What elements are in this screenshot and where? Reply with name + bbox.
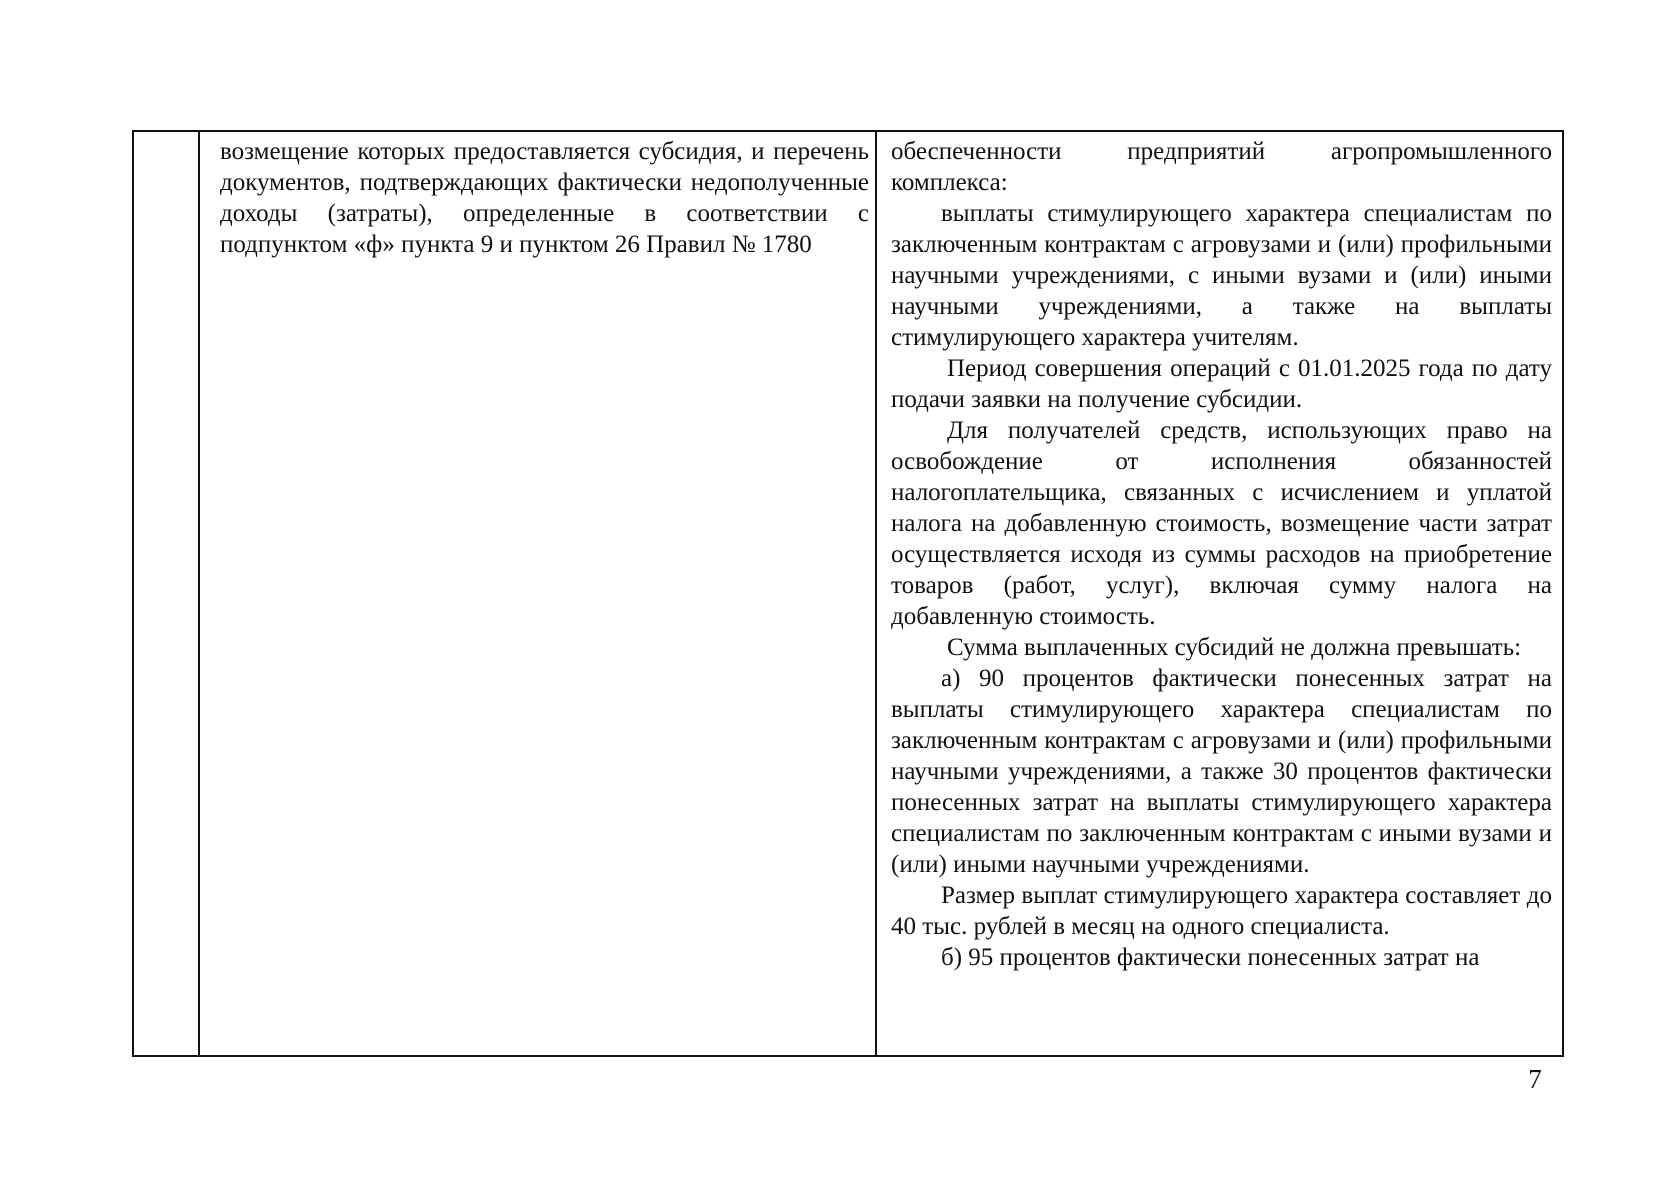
table-cell-left [200, 132, 877, 1055]
right-cell-paragraph-8: б) 95 процентов фактически понесенных затрат на [941, 944, 1480, 971]
table-cell-right [877, 132, 1562, 1055]
document-table [132, 130, 1564, 1057]
right-cell-paragraph-7: Размер выплат стимулирующего характера составляет до 40 тыс. рублей в месяц на одного специалиста. [891, 882, 1552, 940]
right-cell-paragraph-4: Для получателей средств, использующих право на освобождение от исполнения обязанностей налогоплательщика, связанных с исчислением и уплатой налога на добавленную стоимость, возмещение части затрат осуществляется исходя из суммы расходов на приобретение товаров (работ, услуг), включая сумму налога на добавленную стоимость. [891, 417, 1552, 630]
right-cell-paragraph-2: выплаты стимулирующего характера специалистам по заключенным контрактам с агровузами и (или) профильными научными учреждениями, с иными вузами и (или) иными научными учреждениями, а также на выплаты стимулирующего характера учителям. [891, 200, 1552, 351]
table-number-column [134, 132, 200, 1055]
right-cell-paragraph-6: а) 90 процентов фактически понесенных затрат на выплаты стимулирующего характера специалистам по заключенным контрактам с агровузами и (или) профильными научными учреждениями, а также 30 процентов фактически понесенных затрат на выплаты стимулирующего характера специалистам по заключенным контрактам с иными вузами и (или) иными научными учреждениями. [891, 665, 1552, 878]
left-cell-paragraph: возмещение которых предоставляется субсидия, и перечень документов, подтверждающих фактически недополученные доходы (затраты), определенные в соответствии с подпунктом «ф» пункта 9 и пунктом 26 Правил № 1780 [220, 138, 869, 258]
right-cell-paragraph-1: обеспеченности предприятий агропромышленного комплекса: [891, 138, 1552, 196]
right-cell-paragraph-3: Период совершения операций с 01.01.2025 года по дату подачи заявки на получение субсидии. [891, 355, 1552, 413]
page-number: 7 [1528, 1064, 1542, 1094]
right-cell-paragraph-5: Сумма выплаченных субсидий не должна превышать: [947, 634, 1522, 661]
